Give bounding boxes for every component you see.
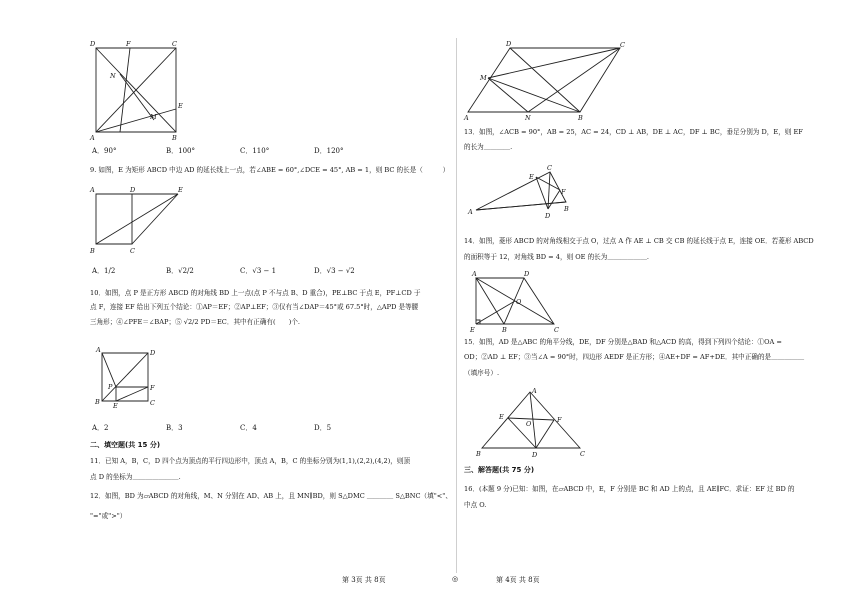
- fig6-label: B: [502, 326, 507, 334]
- figure-q15: [474, 386, 594, 458]
- figure-q9: [90, 186, 190, 256]
- q16-line-2: 中点 O.: [464, 501, 487, 509]
- fig3-label: A: [96, 346, 101, 354]
- q15-line-1: 15．如图，AD 是△ABC 的角平分线，DE，DF 分别是△BAD 和△ACD 的高，得到下列四个结论：①OA =: [464, 338, 782, 346]
- fig5-label: F: [561, 188, 566, 196]
- figure-q14: [468, 270, 568, 335]
- q13-line-1: 13．如图，∠ACB = 90°，AB = 25，AC = 24，CD ⊥ AB，DE ⊥ AC，DF ⊥ BC，垂足分别为 D，E，则 EF: [464, 128, 803, 136]
- fig4-label: M: [480, 74, 487, 82]
- fig7-label: B: [476, 450, 481, 458]
- fig2-label: A: [90, 186, 95, 194]
- fig6-label: C: [554, 326, 559, 334]
- q14-line-1: 14．如图，菱形 ABCD 的对角线相交于点 O，过点 A 作 AE ⊥ CB 交 CB 的延长线于点 E，连接 OE．若菱形 ABCD: [464, 237, 814, 245]
- fig6-label: O: [516, 298, 522, 306]
- q12-line-2: "="或">"）: [90, 512, 127, 520]
- fig3-label: E: [113, 402, 118, 410]
- q10-line-1: 10．如图，点 P 是正方形 ABCD 的对角线 BD 上一点(点 P 不与点 B、D 重合)，PE⊥BC 于点 E，PF⊥CD 于: [90, 289, 421, 297]
- fig7-label: E: [499, 413, 504, 421]
- q16-line-1: 16．(本题 9 分)已知：如图，在▱ABCD 中，E，F 分别是 BC 和 AD 上的点，且 AE∥FC．求证：EF 过 BD 的: [464, 485, 795, 493]
- fig5-label: A: [468, 208, 473, 216]
- fig5-label: B: [564, 205, 569, 213]
- figure-q8: [90, 42, 190, 142]
- q15-line-3: （填序号）.: [464, 369, 500, 377]
- fig3-label: B: [95, 398, 100, 406]
- fig1-label: F: [126, 40, 131, 48]
- fig1-label: E: [178, 102, 183, 110]
- fig4-label: N: [525, 114, 531, 122]
- fig7-label: D: [532, 451, 538, 459]
- fig2-label: E: [178, 186, 183, 194]
- fig3-label: P: [108, 383, 113, 391]
- q8-option-d: D．120°: [314, 147, 344, 155]
- q10-line-3: 三角形；④∠PFE＝∠BAP；⑤ √2/2 PD＝EC．其中有正确有( )个.: [90, 318, 301, 326]
- fig5-label: E: [529, 173, 534, 181]
- fig1-label: N: [110, 72, 116, 80]
- q10-option-a: A．2: [92, 424, 109, 432]
- fig1-label: C: [172, 40, 177, 48]
- q13-line-2: 的长为＿＿＿＿.: [464, 143, 513, 151]
- fig2-label: B: [90, 247, 95, 255]
- page-4: [430, 0, 860, 608]
- q14-line-2: 的面积等于 12，对角线 BD = 4，则 OE 的长为＿＿＿＿＿＿.: [464, 253, 650, 261]
- fig6-label: D: [524, 270, 530, 278]
- fig5-label: D: [545, 212, 551, 220]
- fig4-label: B: [578, 114, 583, 122]
- section-fill-in-title: 二、填空题(共 15 分): [90, 441, 161, 449]
- q9-text: 9. 如图，E 为矩形 ABCD 中边 AD 的延长线上一点，若∠ABE = 60°,∠DCE = 45°, AB = 1，则 BC 的长是（ ）: [90, 166, 450, 174]
- fig3-label: D: [150, 349, 156, 357]
- q10-option-c: C．4: [240, 424, 257, 432]
- fig7-label: A: [532, 387, 537, 395]
- fig4-label: D: [506, 40, 512, 48]
- fig2-label: C: [130, 247, 135, 255]
- fig3-label: F: [150, 384, 155, 392]
- q15-line-2: OD；②AD ⊥ EF；③当∠A = 90°时，四边形 AEDF 是正方形；④AE+DF = AF+DE．其中正确的是＿＿＿＿＿: [464, 353, 805, 361]
- figure-q13: [468, 162, 588, 222]
- fig4-label: A: [464, 114, 469, 122]
- fig2-label: D: [130, 186, 136, 194]
- fig6-label: A: [472, 270, 477, 278]
- q10-option-b: B．3: [166, 424, 183, 432]
- fig7-label: F: [557, 416, 562, 424]
- q10-option-d: D．5: [314, 424, 332, 432]
- figure-q10: [92, 345, 162, 410]
- fig1-label: A: [90, 134, 95, 142]
- q8-option-c: C．110°: [240, 147, 270, 155]
- figure-q12: [460, 42, 630, 122]
- q9-option-b: B．√2/2: [166, 267, 194, 275]
- q9-option-a: A．1/2: [92, 267, 116, 275]
- q9-option-d: D．√3 − √2: [314, 267, 355, 275]
- q10-line-2: 点 F，连接 EF 给出下列五个结论：①AP＝EF；②AP⊥EF；③仅有当∠DAP＝45°或 67.5°时，△APD 是等腰: [90, 303, 419, 311]
- fig6-label: E: [470, 326, 475, 334]
- footer-page-3: 第 3页 共 8页: [342, 576, 386, 584]
- fig4-label: C: [620, 41, 625, 49]
- fig7-label: C: [580, 450, 585, 458]
- fig1-label: M: [150, 113, 157, 121]
- fig1-label: D: [90, 40, 96, 48]
- fig7-label: O: [526, 420, 532, 428]
- q8-option-a: A．90°: [92, 147, 117, 155]
- q11-line-2: 点 D 的坐标为＿＿＿＿＿＿＿.: [90, 473, 181, 481]
- footer-page-4: 第 4页 共 8页: [496, 576, 540, 584]
- fig5-label: C: [547, 164, 552, 172]
- section-solution-title: 三、解答题(共 75 分): [464, 466, 535, 474]
- q12-line-1: 12．如图，BD 为▱ABCD 的对角线，M、N 分别在 AD、AB 上，且 MN∥BD，则 S△DMC ＿＿＿＿ S△BNC（填"<"、: [90, 492, 452, 500]
- fig1-label: B: [172, 134, 177, 142]
- q8-option-b: B．100°: [166, 147, 196, 155]
- q9-option-c: C．√3 − 1: [240, 267, 277, 275]
- center-mark-icon: ◎: [452, 575, 459, 583]
- fig3-label: C: [150, 399, 155, 407]
- q11-line-1: 11．已知 A，B，C，D 四个点为顶点的平行四边形中，顶点 A，B，C 的坐标分别为(1,1),(2,2),(4,2)，则顶: [90, 457, 411, 465]
